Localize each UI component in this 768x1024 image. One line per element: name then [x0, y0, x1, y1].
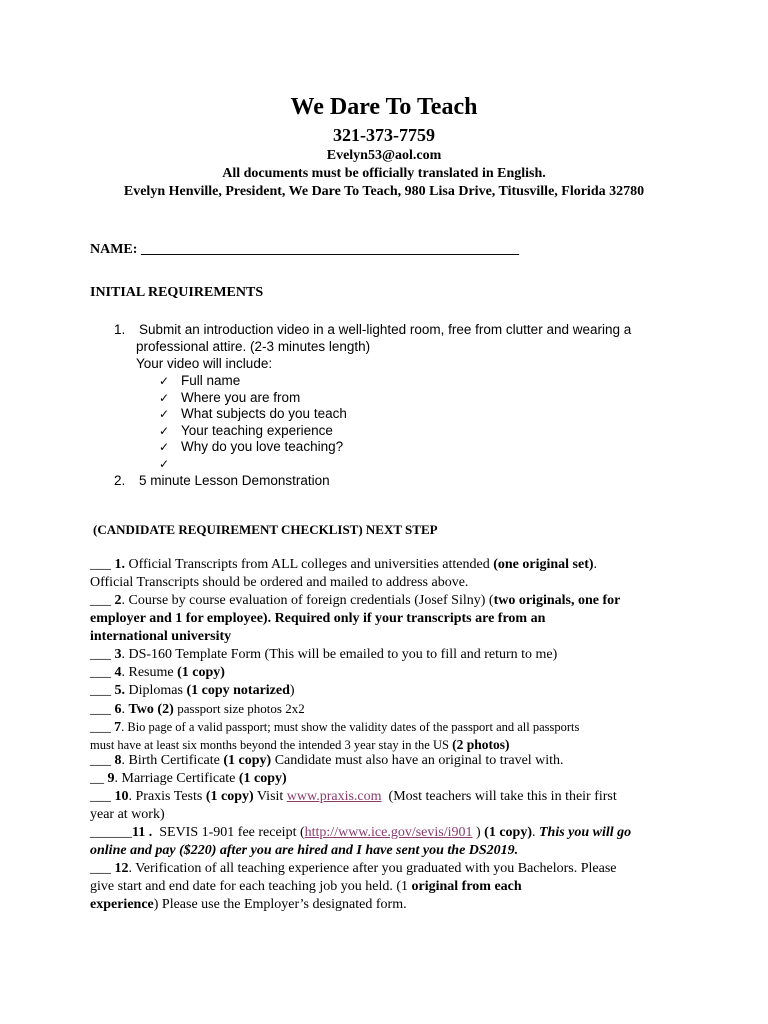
- req-item-10-line2: year at work): [90, 807, 165, 822]
- sevis-link[interactable]: http://www.ice.gov/sevis/i901: [304, 825, 473, 840]
- req-item-7-line2: must have at least six months beyond the intended 3 year stay in the US (2 photos): [90, 737, 510, 752]
- checklist-item: [159, 456, 347, 473]
- translation-notice: All documents must be officially translated in English.: [222, 166, 546, 181]
- checklist-item: ✓ Where you are from: [159, 389, 301, 405]
- req-item-12-line3: experience) Please use the Employer’s designated form.: [90, 897, 407, 912]
- req-item-8: ___ 8. Birth Certificate (1 copy) Candidate must also have an original to travel with.: [90, 753, 564, 768]
- address-line: Evelyn Henville, President, We Dare To Teach, 980 Lisa Drive, Titusville, Florida 32780: [123, 184, 645, 199]
- req-item-9: __ 9. Marriage Certificate (1 copy): [90, 771, 287, 786]
- check-icon: ✓: [159, 456, 170, 471]
- name-blank: ______________________________________________________: [140, 242, 519, 257]
- checklist-item: ✓ Why do you love teaching?: [159, 439, 344, 455]
- checklist-heading: (CANDIDATE REQUIREMENT CHECKLIST) NEXT STEP: [93, 522, 438, 537]
- req-item-4: ___ 4. Resume (1 copy): [90, 665, 225, 680]
- req-item-2-line3: international university: [90, 629, 232, 644]
- req-item-11: ______11 . SEVIS 1-901 fee receipt (http://www.ice.gov/sevis/i901 ) (1 copy). This you will go: [90, 825, 632, 840]
- req-item-2: ___ 2. Course by course evaluation of foreign credentials (Josef Silny) (two originals, one for: [90, 593, 621, 608]
- req-item-12: ___ 12. Verification of all teaching experience after you graduated with you Bachelors. Please: [90, 861, 617, 876]
- initial-item-2-text: 5 minute Lesson Demonstration: [139, 473, 330, 488]
- email-address: Evelyn53@aol.com: [326, 148, 442, 163]
- req-item-7: ___ 7. Bio page of a valid passport; must show the validity dates of the passport and all passports: [90, 720, 580, 735]
- initial-item-1-line1: Submit an introduction video in a well-lighted room, free from clutter and wearing a: [139, 322, 632, 337]
- req-item-3: ___ 3. DS-160 Template Form (This will be emailed to you to fill and return to me): [90, 647, 558, 662]
- checklist-item: ✓ What subjects do you teach: [159, 406, 347, 422]
- initial-item-2-number: 2.: [114, 473, 126, 488]
- checklist-item: ✓ Your teaching experience: [159, 422, 333, 438]
- req-item-1: ___ 1. Official Transcripts from ALL colleges and universities attended (one original set).: [90, 557, 598, 572]
- check-icon: ✓: [159, 374, 170, 388]
- check-icon: ✓: [159, 407, 170, 422]
- praxis-link[interactable]: www.praxis.com: [286, 789, 382, 804]
- req-item-1-line2: Official Transcripts should be ordered and mailed to address above.: [90, 575, 469, 590]
- req-item-2-line2: employer and 1 for employee). Required only if your transcripts are from an: [90, 611, 546, 626]
- phone-number: 321-373-7759: [333, 125, 435, 145]
- req-item-5: ___ 5. Diplomas (1 copy notarized): [90, 683, 295, 698]
- req-item-11-line2: online and pay ($220) after you are hired and I have sent you the DS2019.: [90, 843, 519, 858]
- name-field[interactable]: [90, 241, 519, 259]
- name-label: NAME:: [90, 242, 138, 257]
- req-item-10: ___ 10. Praxis Tests (1 copy) Visit www.praxis.com (Most teachers will take this in their first: [90, 789, 617, 804]
- initial-requirements-heading: INITIAL REQUIREMENTS: [90, 285, 264, 300]
- checklist-item: ✓ Full name: [159, 373, 241, 388]
- check-icon: ✓: [159, 440, 170, 455]
- req-item-6: ___ 6. Two (2) passport size photos 2x2: [90, 701, 305, 717]
- initial-item-1-line2: professional attire. (2-3 minutes length): [136, 339, 371, 354]
- check-icon: ✓: [159, 423, 170, 438]
- check-icon: ✓: [159, 390, 170, 405]
- req-item-12-line2: give start and end date for each teaching job you held. (1 original from each: [90, 879, 522, 894]
- initial-item-1-line3: Your video will include:: [136, 356, 273, 371]
- initial-item-1-number: 1.: [114, 322, 126, 337]
- document-title: We Dare To Teach: [290, 94, 478, 120]
- video-checklist: [159, 373, 347, 473]
